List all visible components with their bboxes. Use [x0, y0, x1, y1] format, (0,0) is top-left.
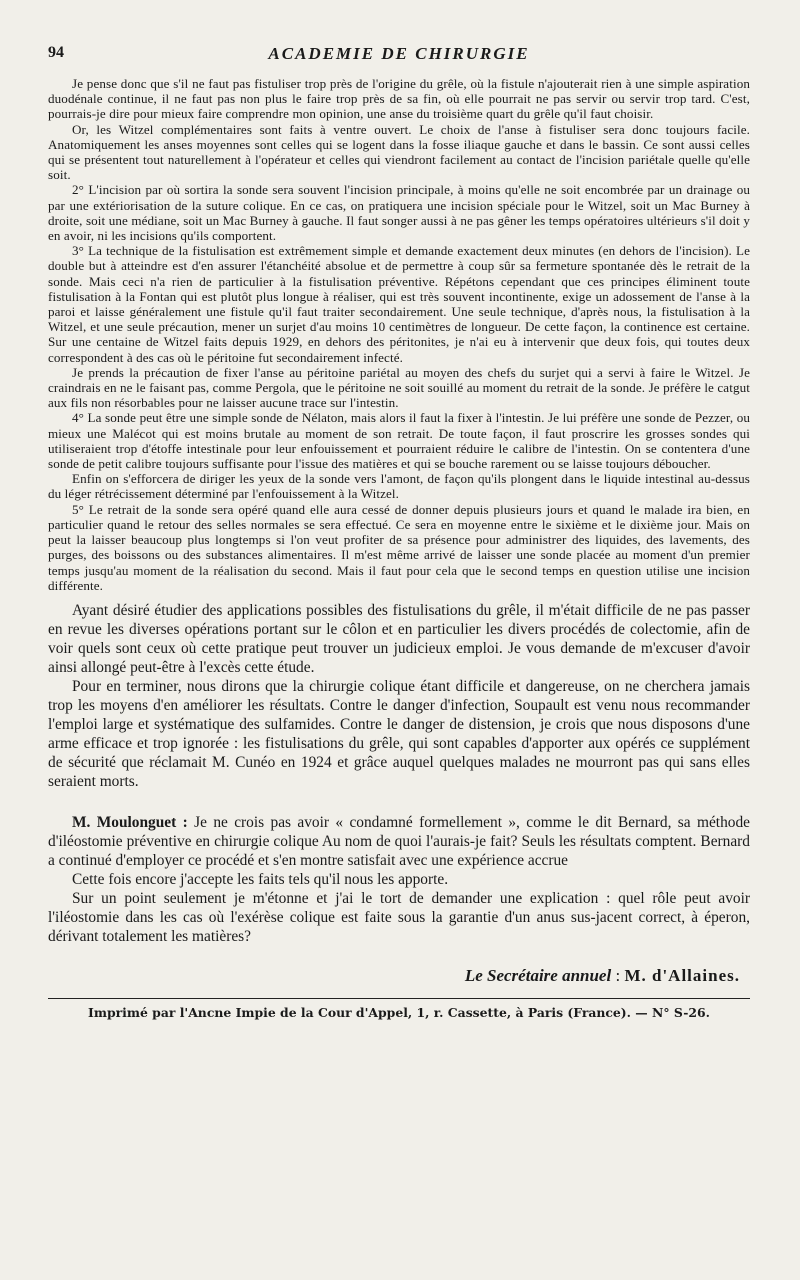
paragraph: Pour en terminer, nous dirons que la chirurgie colique étant difficile et dangereuse, on ne cherchera jamais trop les moyens d'en améliorer les résultats. Contre le danger d'infection, Soupault est venu nous recommander l'emploi large et systématique des sulfamides. Contre le danger de distension, je crois que nous disposons d'une arme efficace et trop ignorée : les fistulisations du grêle, qui sont capables d'apporter aux opérés ce supplément de sécurité que réclamait M. Cunéo en 1924 et grâce auquel quelques malades ne mourront pas qui sans elles seraient morts.: [48, 677, 750, 790]
paragraph: Enfin on s'efforcera de diriger les yeux de la sonde vers l'amont, de façon qu'ils plongent dans le liquide intestinal au-dessus du léger rétrécissement déterminé par l'enfouissement à la Witzel.: [48, 471, 750, 502]
discussion-section: [48, 813, 750, 946]
paragraph: 4° La sonde peut être une simple sonde de Nélaton, mais alors il faut la fixer à l'intestin. Je lui préfère une sonde de Pezzer, ou mieux une Malécot qui est moins brutale au moment de son retrait. De toute façon, il faut proscrire les grosses sondes qui utiliseraient trop d'étoffe intestinale pour leur enfouissement et pourraient réduire le calibre de l'intestin. On se contentera d'une sonde de petit calibre toujours suffisante pour l'issue des matières et qui se bouche rarement ou se laisse toujours déboucher.: [48, 410, 750, 472]
printer-imprint: Imprimé par l'Ancne Impie de la Cour d'Appel, 1, r. Cassette, à Paris (France). — N° S-26.: [88, 1004, 710, 1020]
technical-section: [48, 76, 750, 593]
paragraph: [48, 813, 750, 870]
paragraph: Or, les Witzel complémentaires sont faits à ventre ouvert. Le choix de l'anse à fistuliser sera donc toujours facile. Anatomiquement les anses moyennes sont celles qui se logent dans la fosse iliaque gauche et dans le bassin. Ce sont aussi celles qui se présentent tout naturellement à l'opérateur et celles qui viendront facilement au contact de l'incision pariétale quelle qu'elle soit.: [48, 121, 750, 183]
signature: [48, 966, 750, 986]
page-number: 94: [48, 44, 64, 61]
paragraph: Ayant désiré étudier des applications possibles des fistulisations du grêle, il m'était difficile de ne pas passer en revue les diverses opérations portant sur le côlon et en particulier les divers procédés de colectomie, afin de voir quels sont ceux où cette pratique peut trouver un judicieux emploi. Je vous demande de m'excuser d'avoir ainsi allongé peut-être à l'excès cette étude.: [48, 601, 750, 676]
paragraph: Sur un point seulement je m'étonne et j'ai le tort de demander une explication : quel rôle peut avoir l'iléostomie dans les cas où l'exérèse colique est faite sous la garantie d'un anus sus-jacent correct, à éperon, dérivant totalement les matières?: [48, 889, 750, 945]
speaker-name: M. Moulonguet :: [72, 813, 188, 831]
signature-name: M. d'Allaines.: [624, 965, 740, 985]
page-header: [48, 40, 750, 68]
paragraph: 2° L'incision par où sortira la sonde sera souvent l'incision principale, à moins qu'elle ne soit encombrée par un drainage ou par une extériorisation de la suture colique. En ce cas, on pratiquera une incision spéciale pour le Witzel, soit un Mac Burney à droite, soit une médiane, soit un Mac Burney à gauche. Il faut songer aussi à ne pas gêner les temps opératoires ultérieurs s'il doit y en avoir, ni les incisions qu'ils comportent.: [48, 182, 750, 244]
signature-separator: :: [611, 965, 625, 985]
paragraph: 3° La technique de la fistulisation est extrêmement simple et demande exactement deux minutes (en dehors de l'incision). Le double but à atteindre est d'en assurer l'étanchéité absolue et de permettre à coup sûr sa fermeture spontanée dès le retrait de la sonde. Mais ceci n'a rien de particulier à la fistulisation préventive. Répétons cependant que ces principes éliminent toute fistulisation à la Fontan qui est plutôt plus longue à réaliser, qui est très souvent incontinente, exige un adossement de l'anse à la paroi et laisse généralement une fistule qu'il faut traiter secondairement. Une seule technique, d'après nous, la fistulisation à la Witzel, et une seule précaution, mener un surjet d'au moins 10 centimètres de longueur. De cette façon, la continence est certaine. Sur une centaine de Witzel faits depuis 1929, en dehors des péritonites, je n'ai eu à intervenir que deux fois, qui toutes deux correspondent à des cas où le péritoine fut secondairement infecté.: [48, 243, 750, 365]
signature-role: Le Secrétaire annuel: [464, 965, 612, 985]
paragraph: Je prends la précaution de fixer l'anse au péritoine pariétal au moyen des chefs du surjet qui a servi à faire le Witzel. Je craindrais en ne le faisant pas, comme Pergola, que le péritoine ne soit souillé au moment du retrait de la sonde. Je préfère le catgut aux fils non résorbables pour ne laisser aucune trace sur l'intestin.: [48, 364, 750, 411]
paragraph: Je pense donc que s'il ne faut pas fistuliser trop près de l'origine du grêle, où la fistule n'ajouterait rien à une simple aspiration duodénale continue, il ne faut pas non plus le faire trop près de sa fin, où elle pourrait ne pas servir ou servir trop tard. C'est, pourrais-je dire pour mieux faire comprendre mon opinion, une anse du troisième quart du grêle qu'il faut choisir.: [48, 76, 750, 122]
conclusion-section: [48, 601, 750, 791]
journal-title: ACADEMIE DE CHIRURGIE: [268, 44, 530, 63]
paragraph: 5° Le retrait de la sonde sera opéré quand elle aura cessé de donner depuis plusieurs jours et quand le malade ira bien, en particulier quand le retour des selles normales se sera effectué. Ce sera en moyenne entre le sixième et le dixième jour. Mais on peut la laisser beaucoup plus longtemps si l'on veut profiter de sa présence pour administrer des liquides, des lavements, des purges, des boissons ou des substances alimentaires. Il m'est même arrivé de laisser une sonde placée au moment d'un premier temps jusqu'au moment de la réalisation du second. Mais il faut pour cela que le second temps en question utilise une incision différente.: [48, 501, 750, 593]
footer-divider: [48, 998, 750, 999]
paragraph: Cette fois encore j'accepte les faits tels qu'il nous les apporte.: [72, 870, 449, 888]
discussion-text: Je ne crois pas avoir « condamné formellement », comme le dit Bernard, sa méthode d'iléostomie préventive en chirurgie colique Au nom de quoi l'aurais-je fait? Seuls les résultats comptent. Bernard a continué d'employer ce procédé et s'en montre satisfait avec une expérience accrue: [48, 813, 750, 869]
